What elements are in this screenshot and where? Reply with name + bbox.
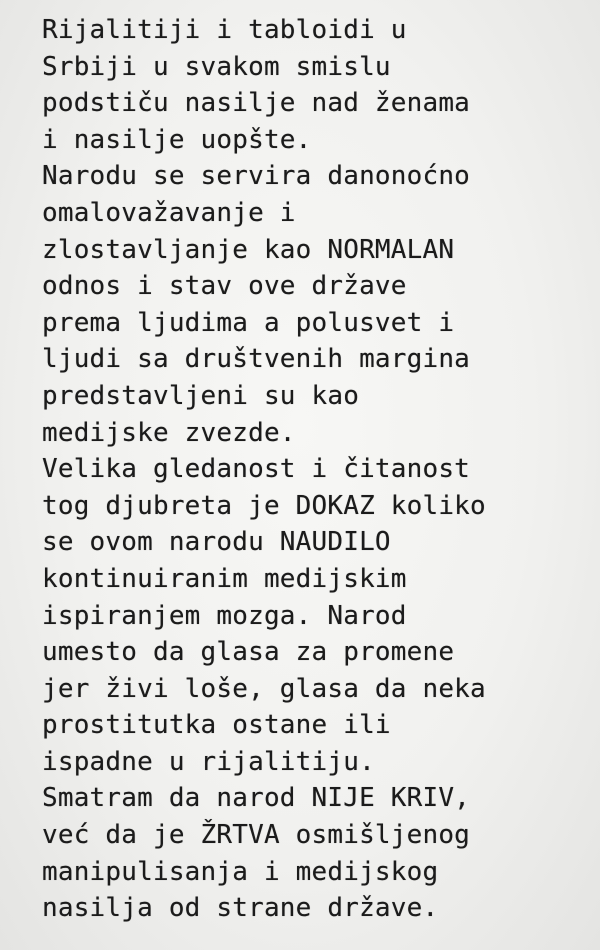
story-line: Velika gledanost i čitanost (42, 454, 471, 485)
story-line: manipulisanja i medijskog (42, 856, 439, 887)
story-line: umesto da glasa za promene (42, 637, 455, 668)
story-line: medijske zvezde. (42, 417, 296, 448)
story-line: tog djubreta je DOKAZ koliko (42, 490, 486, 521)
story-line: već da je ŽRTVA osmišljenog (42, 820, 471, 851)
story-line: ljudi sa društvenih margina (42, 344, 471, 375)
story-line: predstavljeni su kao (42, 380, 360, 411)
story-line: nasilja od strane države. (42, 893, 439, 924)
story-line: omalovažavanje i (42, 197, 296, 228)
story-line: zlostavljanje kao NORMALAN (42, 234, 455, 265)
story-line: i nasilje uopšte. (42, 124, 312, 155)
story-line: prema ljudima a polusvet i (42, 307, 455, 338)
story-line: Srbiji u svakom smislu (42, 51, 391, 82)
story-line: Smatram da narod NIJE KRIV, (42, 783, 471, 814)
story-line: prostitutka ostane ili (42, 710, 391, 741)
story-line: Narodu se servira danonoćno (42, 161, 471, 192)
story-line: se ovom narodu NAUDILO (42, 527, 391, 558)
story-line: Rijalitiji i tabloidi u (42, 15, 407, 45)
story-line: odnos i stav ove države (42, 271, 407, 302)
story-line: ispadne u rijalitiju. (42, 746, 375, 777)
story-line: jer živi loše, glasa da neka (42, 673, 486, 704)
story-line: podstiču nasilje nad ženama (42, 88, 471, 119)
story-text-block (42, 12, 592, 927)
story-line: ispiranjem mozga. Narod (42, 600, 407, 631)
story-line: kontinuiranim medijskim (42, 563, 407, 594)
